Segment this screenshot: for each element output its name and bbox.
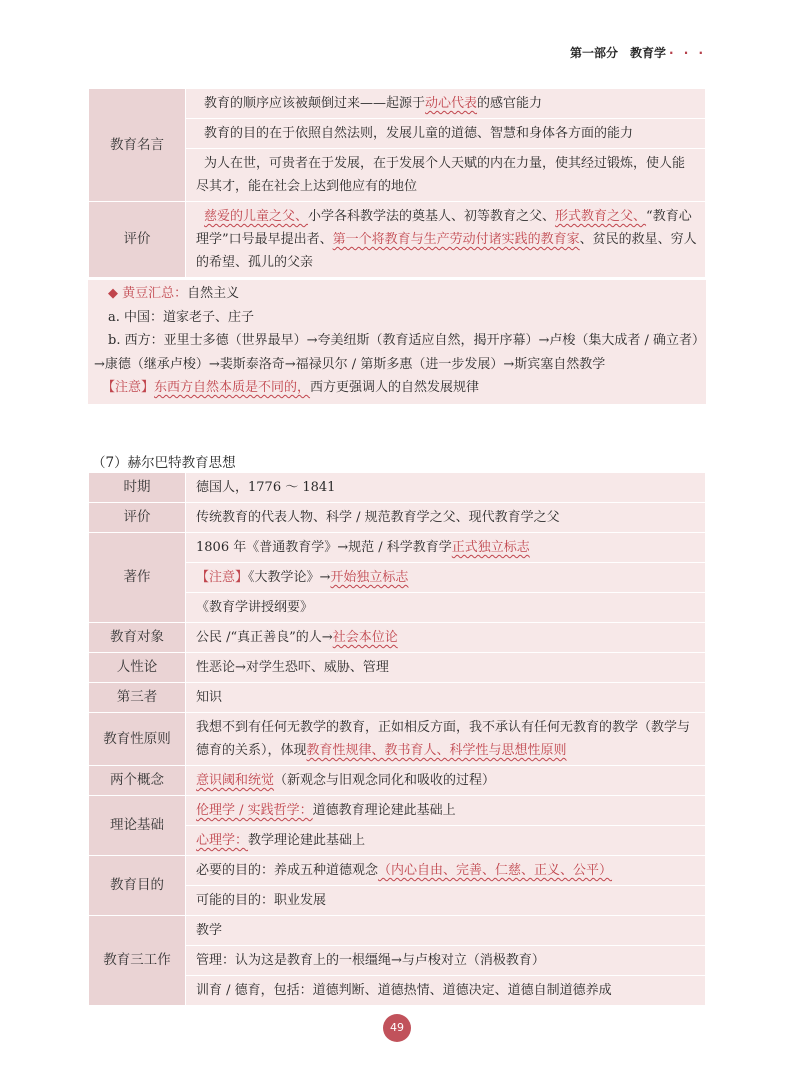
table-row <box>89 916 706 946</box>
concept-text: （新观念与旧观念同化和吸收的过程） <box>274 773 496 788</box>
theory-1-text: 道德教育理论建此基础上 <box>312 803 456 818</box>
running-header <box>570 44 706 61</box>
object-text: 公民 /“真正善良”的人→ <box>196 630 333 645</box>
row-label-theory: 理论基础 <box>89 796 186 856</box>
quote-1 <box>186 89 706 119</box>
concept-highlight: 意识阈和统觉 <box>196 773 275 788</box>
row-label-period: 时期 <box>89 473 186 503</box>
works-2 <box>186 563 706 593</box>
note-text: 西方更强调人的自然发展规律 <box>310 380 480 395</box>
table-row <box>89 856 706 886</box>
principle-highlight: 教育性规律、教书育人、科学性与思想性原则 <box>306 743 567 758</box>
work-2: 管理：认为这是教育上的一根缰绳→与卢梭对立（消极教育） <box>186 946 706 976</box>
summary-title <box>94 282 700 306</box>
eval-text-1: 小学各科教学法的奠基人、初等教育之父、 <box>308 209 556 224</box>
eval-text-2: “教育心理学”口号最早提出者、 <box>196 209 692 247</box>
concept-value <box>186 766 706 796</box>
quote-1-tail: 的感官能力 <box>477 96 543 111</box>
works-2-text: 《大教学论》→ <box>248 570 331 585</box>
table-row <box>89 473 706 503</box>
principle-value <box>186 713 706 766</box>
summary-line-a: a. 中国：道家老子、庄子 <box>108 309 255 325</box>
table-row <box>89 202 706 278</box>
page-number: 49 <box>383 1014 411 1042</box>
header-dots: · · · <box>668 46 706 60</box>
section-title: （7）赫尔巴特教育思想 <box>92 455 236 471</box>
theory-2-text: 教学理论建此基础上 <box>248 833 366 848</box>
works-1-text: 1806 年《普通教育学》→规范 / 科学教育学 <box>196 540 452 555</box>
works-2-tag: 【注意】 <box>196 570 249 585</box>
table-row <box>89 623 706 653</box>
herbart-eval: 传统教育的代表人物、科学 / 规范教育学之父、现代教育学之父 <box>186 503 706 533</box>
eval-hl-3: 第一个将教育与生产劳动付诸实践的教育家 <box>332 232 580 247</box>
works-1-highlight: 正式独立标志 <box>451 540 530 555</box>
herbart-table-block <box>88 472 706 1006</box>
aim-1-highlight: （内心自由、完善、仁慈、正义、公平） <box>378 863 613 878</box>
summary-line-b <box>94 329 700 376</box>
quote-3: 为人在世，可贵者在于发展，在于发展个人天赋的内在力量，使其经过锻炼，使人能尽其才，能在社会上达到他应有的地位 <box>186 149 706 202</box>
summary-line-b-text: b. 西方：亚里士多德（世界最早）→夸美纽斯（教育适应自然，揭开序幕）→卢梭（集大成者 / 确立者）→康德（继承卢梭）→裴斯泰洛奇→福禄贝尔 / 第斯多惠（进一步发展）→斯宾塞自然教学 <box>94 333 699 372</box>
rousseau-eval <box>186 202 706 278</box>
aim-1-text: 必要的目的：养成五种道德观念 <box>196 863 379 878</box>
row-label-object: 教育对象 <box>89 623 186 653</box>
table-row <box>89 533 706 563</box>
period-value: 德国人，1776 ～ 1841 <box>186 473 706 503</box>
theory-1-highlight: 伦理学 / 实践哲学： <box>196 803 313 818</box>
row-label-eval: 评价 <box>89 503 186 533</box>
eval-hl-1: 慈爱的儿童之父、 <box>204 209 309 224</box>
table-row <box>89 796 706 826</box>
nature-value: 性恶论→对学生恐吓、威胁、管理 <box>186 653 706 683</box>
object-highlight: 社会本位论 <box>332 630 398 645</box>
summary-title-label: ◆ 黄豆汇总： <box>108 286 188 301</box>
row-label-third: 第三者 <box>89 683 186 713</box>
principle-text: 我想不到有任何无教学的教育，正如相反方面，我不承认有任何无教育的教学（教学与德育的关系），体现 <box>196 720 691 758</box>
row-label-principle: 教育性原则 <box>89 713 186 766</box>
table-row <box>89 503 706 533</box>
aim-2: 可能的目的：职业发展 <box>186 886 706 916</box>
header-title: 第一部分 教育学 <box>569 46 666 60</box>
table-row <box>89 89 706 119</box>
eval-hl-2: 形式教育之父、 <box>555 209 647 224</box>
row-label-works: 著作 <box>89 533 186 623</box>
works-3: 《教育学讲授纲要》 <box>186 593 706 623</box>
rousseau-table <box>88 88 706 278</box>
note-tag: 【注意】 <box>102 380 155 395</box>
works-1 <box>186 533 706 563</box>
object-value <box>186 623 706 653</box>
note-highlight: 东西方自然本质是不同的， <box>154 380 311 395</box>
quote-1-highlight: 动心代表 <box>425 96 478 111</box>
summary-note <box>94 376 700 400</box>
eval-text-3: 、贫民的救星、穷人的希望、孤儿的父亲 <box>196 232 697 270</box>
row-label-quotes: 教育名言 <box>89 89 186 202</box>
theory-2-highlight: 心理学： <box>196 833 249 848</box>
row-label-aim: 教育目的 <box>89 856 186 916</box>
row-label-nature: 人性论 <box>89 653 186 683</box>
quote-2: 教育的目的在于依照自然法则，发展儿童的道德、智慧和身体各方面的能力 <box>186 119 706 149</box>
table-row <box>89 653 706 683</box>
works-2-highlight: 开始独立标志 <box>330 570 409 585</box>
row-label-work: 教育三工作 <box>89 916 186 1006</box>
row-label-concept: 两个概念 <box>89 766 186 796</box>
summary-title-value: 自然主义 <box>187 286 240 301</box>
summary-box <box>88 278 706 404</box>
table-row <box>89 713 706 766</box>
aim-1 <box>186 856 706 886</box>
rousseau-table-block <box>88 88 706 404</box>
table-row <box>89 683 706 713</box>
work-1: 教学 <box>186 916 706 946</box>
theory-1 <box>186 796 706 826</box>
herbart-table <box>88 472 706 1006</box>
quote-1-text: 教育的顺序应该被颠倒过来——起源于 <box>204 96 426 111</box>
third-value: 知识 <box>186 683 706 713</box>
table-row <box>89 766 706 796</box>
work-3: 训育 / 德育，包括：道德判断、道德热情、道德决定、道德自制道德养成 <box>186 976 706 1006</box>
row-label-eval: 评价 <box>89 202 186 278</box>
theory-2 <box>186 826 706 856</box>
